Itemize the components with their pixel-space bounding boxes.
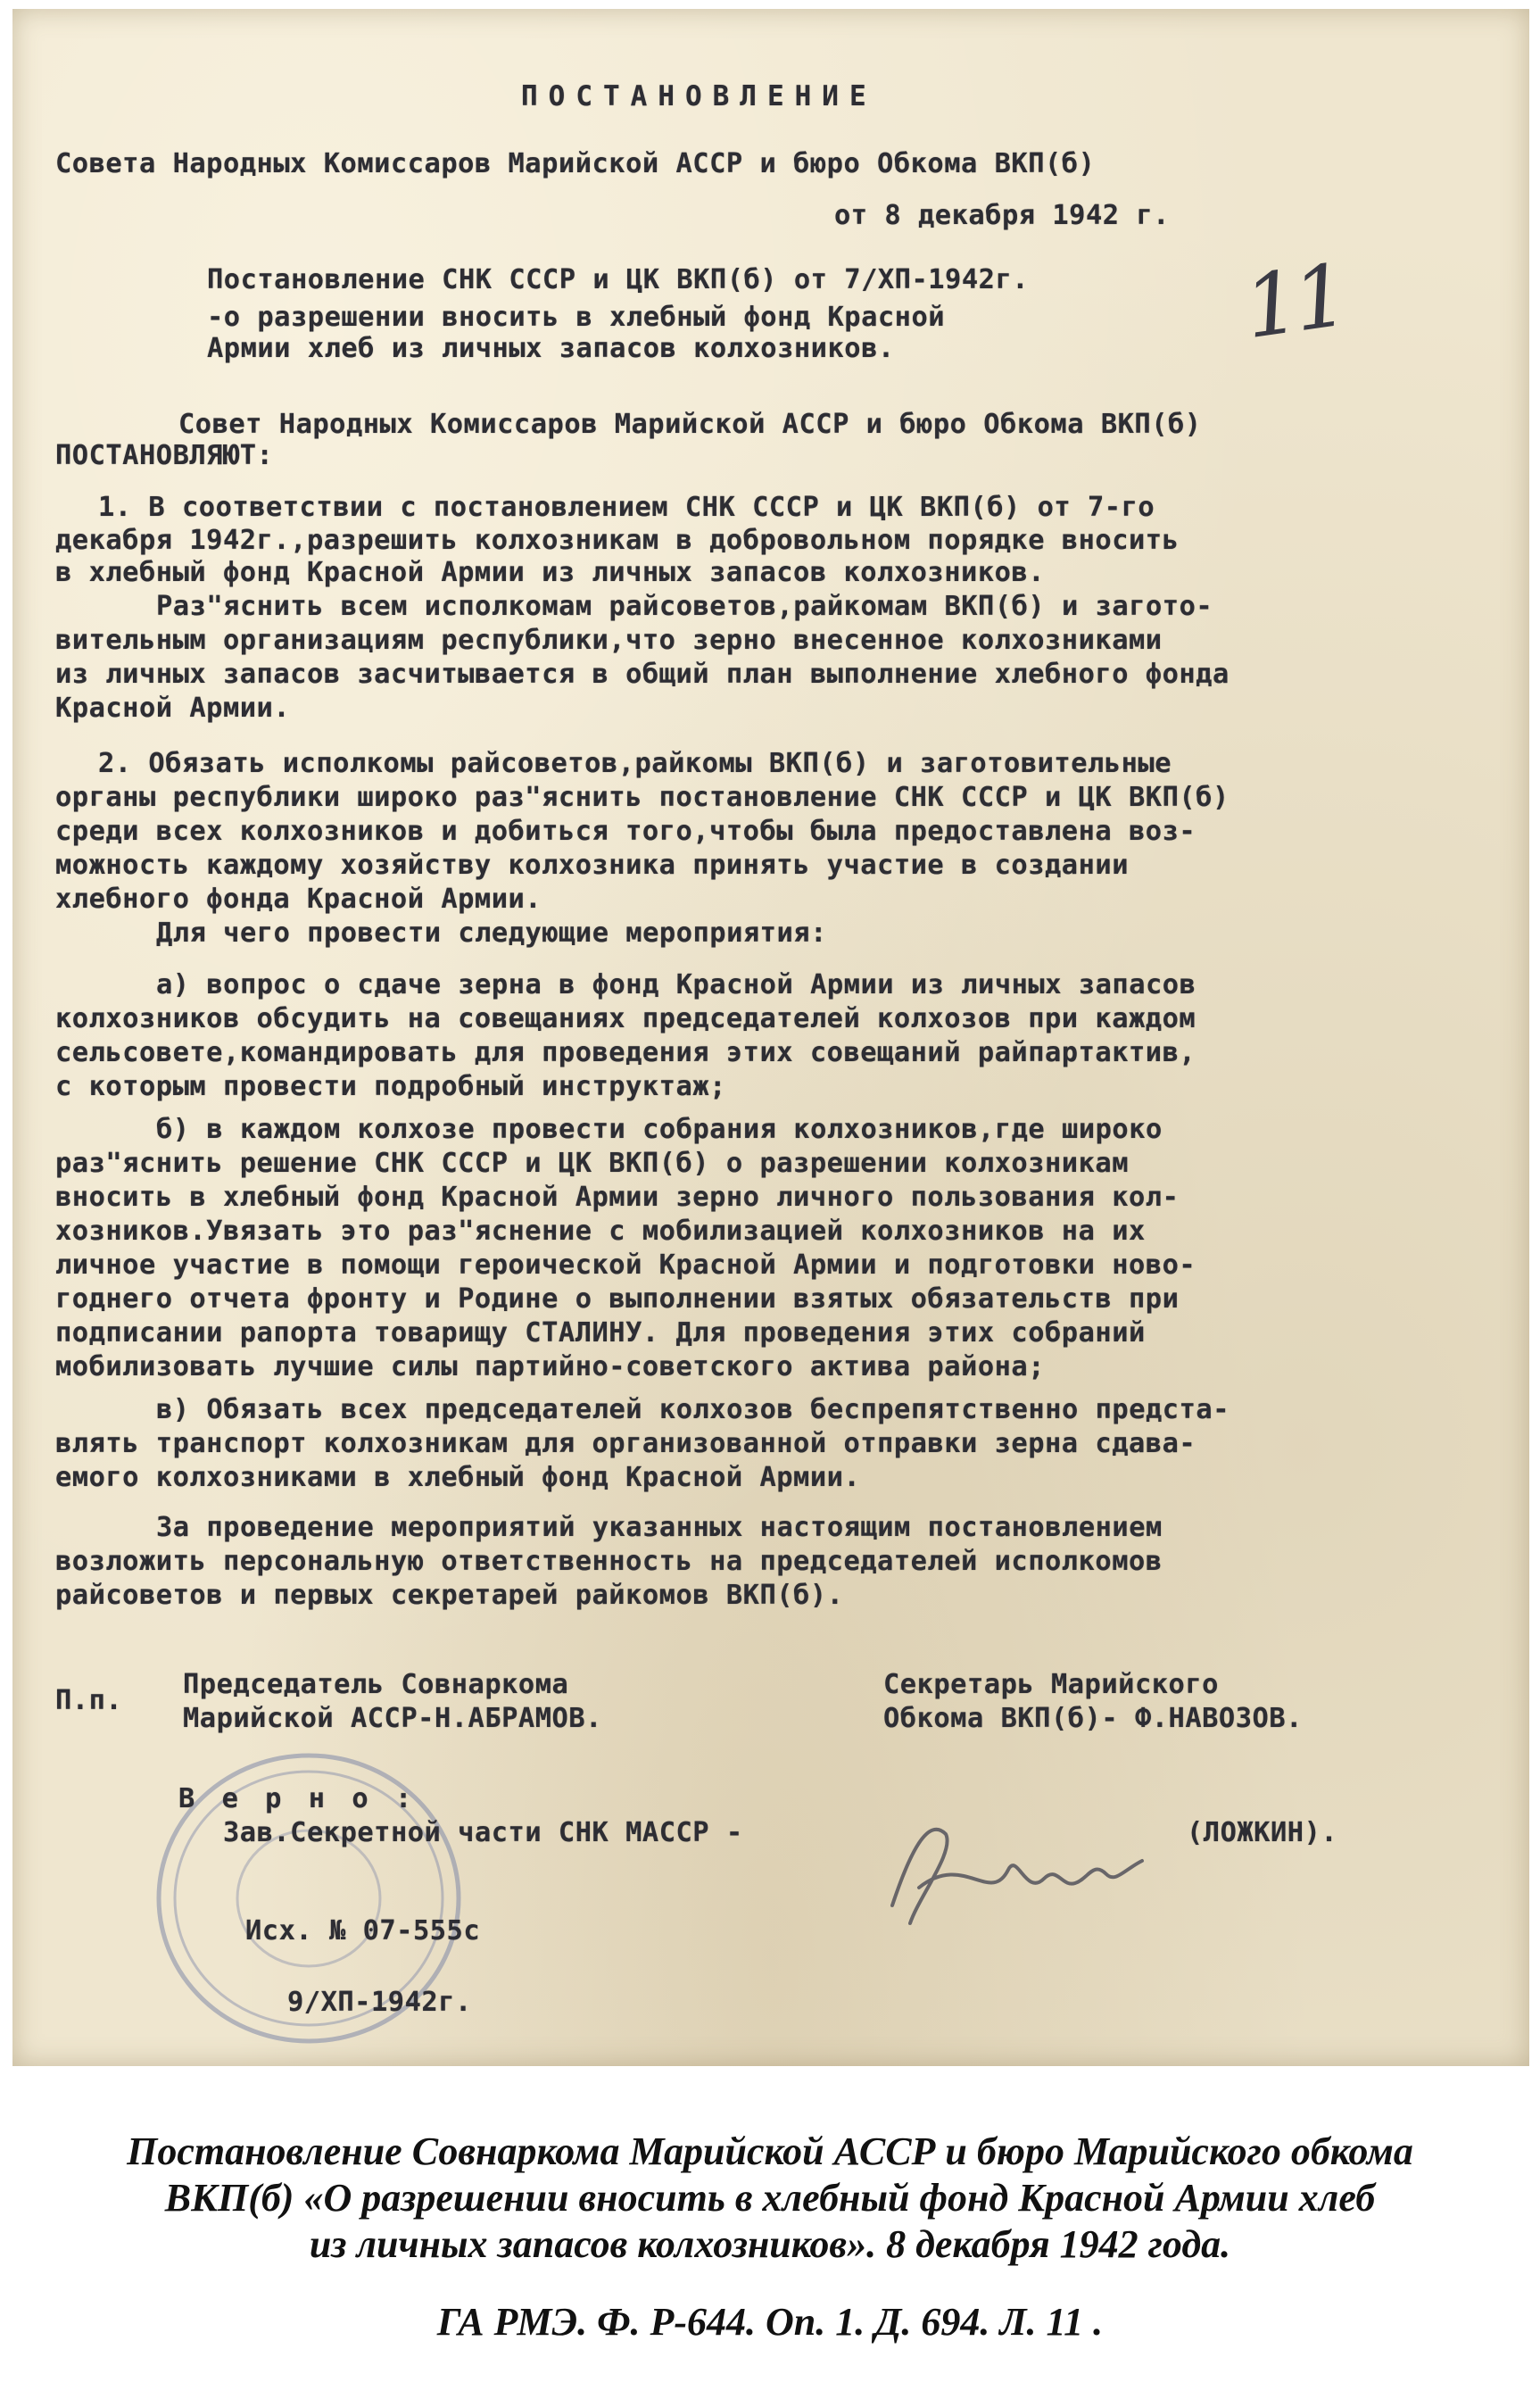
certification-name: (ЛОЖКИН).: [1187, 1817, 1338, 1848]
document-title: ПОСТАНОВЛЕНИЕ: [521, 80, 877, 112]
sub-b-line-1: б) в каждом колхозе провести собрания колхозников,где широко: [156, 1114, 1163, 1145]
point1-line-3: в хлебный фонд Красной Армии из личных запасов колхозников.: [55, 557, 1046, 588]
point2-line-5: хлебного фонда Красной Армии.: [55, 884, 542, 915]
sub-b-line-7: подписании рапорта товарищу СТАЛИНУ. Для проведения этих собраний: [55, 1317, 1146, 1349]
certification-line: Зав.Секретной части СНК МАССР -: [223, 1817, 743, 1848]
point2-line-6: Для чего провести следующие мероприятия:: [156, 917, 827, 949]
preamble-line-1: Совет Народных Комиссаров Марийской АССР и бюро Обкома ВКП(б): [178, 409, 1202, 440]
sub-v-line-2: влять транспорт колхозникам для организованной отправки зерна сдава-: [55, 1428, 1196, 1459]
outgoing-date: 9/ХП-1942г.: [287, 1987, 472, 2018]
signature-right-name: Обкома ВКП(б)- Ф.НАВОЗОВ.: [883, 1703, 1303, 1734]
subject-line-1: Постановление СНК СССР и ЦК ВКП(б) от 7/ХП-1942г.: [207, 264, 1030, 295]
sub-v-line-1: в) Обязать всех председателей колхозов беспрепятственно предста-: [156, 1394, 1230, 1425]
sub-b-line-6: годнего отчета фронту и Родине о выполнении взятых обязательств при: [55, 1283, 1180, 1315]
archive-reference: ГА РМЭ. Ф. Р-644. Оп. 1. Д. 694. Л. 11 .: [436, 2300, 1104, 2344]
point2-line-2: органы республики широко раз"яснить постановление СНК СССР и ЦК ВКП(б): [55, 782, 1230, 813]
sub-a-line-2: колхозников обсудить на совещаниях председателей колхозов при каждом: [55, 1003, 1196, 1034]
sub-a-line-1: а) вопрос о сдаче зерна в фонд Красной Армии из личных запасов: [156, 969, 1196, 1000]
sub-b-line-8: мобилизовать лучшие силы партийно-советского актива района;: [55, 1351, 1046, 1382]
sub-b-line-5: личное участие в помощи героической Красной Армии и подготовки ново-: [55, 1249, 1196, 1281]
signature-left-title: Председатель Совнаркома: [183, 1669, 569, 1700]
point1-line-4: Раз"яснить всем исполкомам райсоветов,райкомам ВКП(б) и загото-: [156, 591, 1213, 622]
caption-line-3: из личных запасов колхозников». 8 декабря 1942 года.: [309, 2222, 1231, 2266]
point1-line-2: декабря 1942г.,разрешить колхозникам в добровольном порядке вносить: [55, 525, 1180, 556]
point1-line-5: вительным организациям республики,что зерно внесенное колхозниками: [55, 625, 1163, 656]
handwritten-sheet-number: 11: [1238, 245, 1350, 359]
subject-line-2: -о разрешении вносить в хлебный фонд Красной: [207, 302, 946, 333]
point1-line-1: 1. В соответствии с постановлением СНК СССР и ЦК ВКП(б) от 7-го: [98, 492, 1155, 523]
point2-line-3: среди всех колхозников и добиться того,чтобы была предоставлена воз-: [55, 816, 1196, 847]
point2-line-4: можность каждому хозяйству колхозника принять участие в создании: [55, 850, 1129, 881]
certification-verno: В е р н о :: [178, 1783, 418, 1814]
sub-a-line-3: сельсовете,командировать для проведения этих совещаний райпартактив,: [55, 1037, 1196, 1068]
subject-line-3: Армии хлеб из личных запасов колхозников.: [207, 333, 895, 364]
signature-left-name: Марийской АССР-Н.АБРАМОВ.: [183, 1703, 602, 1734]
sub-b-line-2: раз"яснить решение СНК СССР и ЦК ВКП(б) о разрешении колхозникам: [55, 1148, 1129, 1179]
signature-pp: П.п.: [55, 1685, 123, 1716]
point1-line-6: из личных запасов засчитывается в общий план выполнение хлебного фонда: [55, 659, 1230, 690]
document-date: от 8 декабря 1942 г.: [834, 200, 1170, 231]
outgoing-number: Исх. № 07-555с: [245, 1915, 481, 1947]
caption-line-1: Постановление Совнаркома Марийской АССР и бюро Марийского обкома: [127, 2129, 1413, 2173]
responsibility-line-1: За проведение мероприятий указанных настоящим постановлением: [156, 1512, 1163, 1543]
caption-line-2: ВКП(б) «О разрешении вносить в хлебный фонд Красной Армии хлеб: [164, 2176, 1376, 2220]
responsibility-line-3: райсоветов и первых секретарей райкомов ВКП(б).: [55, 1580, 844, 1611]
preamble-line-2: ПОСТАНОВЛЯЮТ:: [55, 440, 274, 471]
sub-b-line-4: хозников.Увязать это раз"яснение с мобилизацией колхозников на их: [55, 1216, 1146, 1247]
sub-b-line-3: вносить в хлебный фонд Красной Армии зерно личного пользования кол-: [55, 1182, 1180, 1213]
sub-v-line-3: емого колхозниками в хлебный фонд Красной Армии.: [55, 1462, 861, 1493]
sub-a-line-4: с которым провести подробный инструктаж;: [55, 1071, 726, 1102]
point2-line-1: 2. Обязать исполкомы райсоветов,райкомы ВКП(б) и заготовительные: [98, 748, 1172, 779]
handwritten-signature: [857, 1798, 1151, 1941]
point1-line-7: Красной Армии.: [55, 693, 291, 724]
signature-right-title: Секретарь Марийского: [883, 1669, 1219, 1700]
responsibility-line-2: возложить персональную ответственность на председателей исполкомов: [55, 1546, 1163, 1577]
issuer-line: Совета Народных Комиссаров Марийской АССР и бюро Обкома ВКП(б): [55, 148, 1096, 179]
